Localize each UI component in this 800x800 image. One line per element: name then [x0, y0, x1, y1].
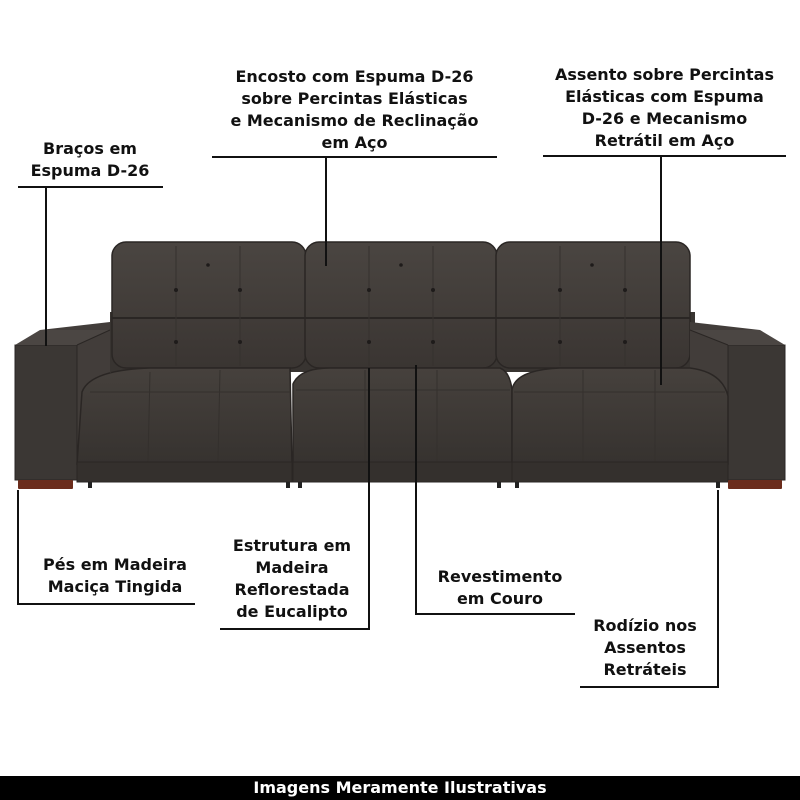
back-cushion-center	[305, 242, 497, 368]
label-encosto-line1: Encosto com Espuma D-26	[235, 67, 474, 86]
label-pes-line1: Pés em Madeira	[43, 555, 187, 574]
label-assento-line4: Retrátil em Aço	[594, 131, 735, 150]
label-encosto-line3: e Mecanismo de Reclinação	[230, 111, 479, 130]
rodizio-leader	[717, 490, 719, 688]
label-rodizio-line1: Rodízio nos	[593, 616, 697, 635]
label-estrutura-line2: Madeira	[255, 558, 329, 577]
back-cushion-left	[112, 242, 306, 368]
label-rodizio-line2: Assentos	[604, 638, 686, 657]
label-encosto-line2: sobre Percintas Elásticas	[241, 89, 468, 108]
seat-cushions	[77, 368, 728, 464]
encosto-leader	[325, 156, 327, 266]
label-rodizio-line3: Retráteis	[603, 660, 687, 679]
label-bracos-line1: Braços em	[43, 139, 137, 158]
assento-underline	[543, 155, 786, 157]
pes-underline	[17, 603, 195, 605]
label-encosto-line4: em Aço	[321, 133, 388, 152]
label-bracos-line2: Espuma D-26	[30, 161, 150, 180]
label-encosto	[212, 66, 497, 154]
label-assento-line1: Assento sobre Percintas	[555, 65, 774, 84]
label-pes-line2: Maciça Tingida	[47, 577, 183, 596]
encosto-underline	[212, 156, 497, 158]
assento-leader	[660, 155, 662, 385]
estrutura-leader	[368, 368, 370, 630]
revestimento-underline	[415, 613, 575, 615]
label-revestimento	[425, 566, 575, 610]
label-revestimento-line1: Revestimento	[437, 567, 563, 586]
label-rodizio	[580, 615, 710, 681]
label-estrutura-line3: Reflorestada	[234, 580, 350, 599]
sofa-base	[77, 462, 728, 482]
label-bracos	[20, 138, 160, 182]
label-estrutura	[222, 535, 362, 623]
bracos-underline	[18, 186, 163, 188]
label-assento-line3: D-26 e Mecanismo	[581, 109, 748, 128]
label-pes	[35, 554, 195, 598]
label-estrutura-line4: de Eucalipto	[236, 602, 348, 621]
label-assento-line2: Elásticas com Espuma	[565, 87, 764, 106]
casters	[88, 482, 720, 488]
revestimento-leader	[415, 365, 417, 615]
pes-leader	[17, 490, 19, 605]
footer-disclaimer: Imagens Meramente Ilustrativas	[0, 776, 800, 800]
bracos-leader	[45, 186, 47, 346]
label-estrutura-line1: Estrutura em	[232, 536, 352, 555]
estrutura-underline	[220, 628, 370, 630]
rodizio-underline	[580, 686, 719, 688]
label-assento	[543, 64, 786, 152]
back-cushions	[112, 242, 690, 368]
label-revestimento-line2: em Couro	[456, 589, 544, 608]
